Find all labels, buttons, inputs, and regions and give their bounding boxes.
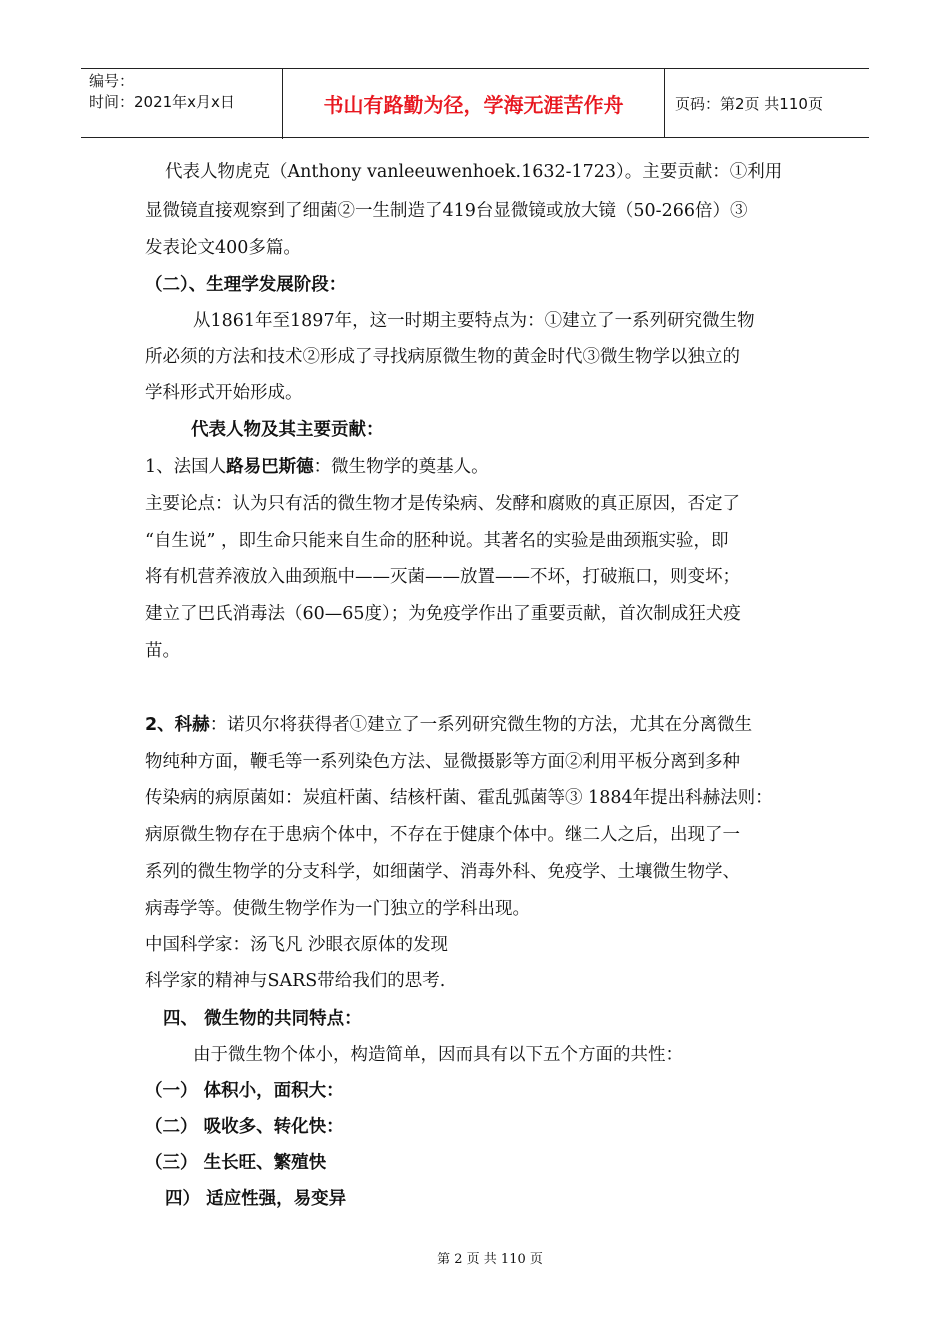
paragraph-line: 由于微生物个体小，构造简单，因而具有以下五个方面的共性： <box>193 1045 683 1065</box>
paragraph-line: 传染病的病原菌如：炭疽杆菌、结核杆菌、霍乱弧菌等③ 1884年提出科赫法则： <box>145 788 773 808</box>
document-header <box>81 68 869 138</box>
date-label: 时间：2021年x月x日 <box>89 93 235 111</box>
paragraph-line: 发表论文400多篇。 <box>145 238 301 258</box>
page-footer: 第 2 页 共 110 页 <box>437 1252 543 1267</box>
list-item-heading: （一） 体积小，面积大： <box>145 1081 344 1101</box>
section-heading: （二）、生理学发展阶段： <box>145 275 347 295</box>
paragraph-line: 科学家的精神与SARS带给我们的思考. <box>145 971 446 991</box>
number-label: 编号： <box>89 72 135 90</box>
header-meta <box>81 69 283 139</box>
person-name: 路易巴斯德 <box>226 457 314 477</box>
item-prefix: 1、法国人 <box>145 457 227 477</box>
header-page-label: 页码：第2页 共110页 <box>675 94 823 113</box>
paragraph-line: “自生说” ，即生命只能来自生命的胚种说。其著名的实验是曲颈瓶实验，即 <box>145 531 729 551</box>
paragraph-line: 病毒学等。使微生物学作为一门独立的学科出现。 <box>145 899 530 919</box>
paragraph-line <box>145 453 815 478</box>
item-text: ：诺贝尔将获得者①建立了一系列研究微生物的方法，尤其在分离微生 <box>209 715 753 735</box>
paragraph-line: 将有机营养液放入曲颈瓶中——灭菌——放置——不坏，打破瓶口，则变坏； <box>145 567 740 587</box>
paragraph-line: 代表人物虎克（Anthony vanleeuwenhoek.1632-1723）。主要贡献：①利用 <box>165 162 783 182</box>
paragraph-line: 病原微生物存在于患病个体中，不存在于健康个体中。继二人之后，出现了一 <box>145 825 740 845</box>
header-motto: 书山有路勤为径，学海无涯苦作舟 <box>283 69 665 137</box>
paragraph-line: 系列的微生物学的分支科学，如细菌学、消毒外科、免疫学、土壤微生物学、 <box>145 862 740 882</box>
paragraph-line: 主要论点：认为只有活的微生物才是传染病、发酵和腐败的真正原因，否定了 <box>145 494 740 514</box>
paragraph-line: 显微镜直接观察到了细菌②一生制造了419台显微镜或放大镜（50-266倍）③ <box>145 201 748 221</box>
paragraph-line <box>145 711 815 736</box>
list-item-heading: （二） 吸收多、转化快： <box>145 1117 344 1137</box>
list-item-heading: （三） 生长旺、繁殖快 <box>145 1153 327 1173</box>
paragraph-line: 建立了巴氏消毒法（60—65度）；为免疫学作出了重要贡献，首次制成狂犬疫 <box>145 604 741 624</box>
paragraph-line: 从1861年至1897年，这一时期主要特点为：①建立了一系列研究微生物 <box>193 311 755 331</box>
paragraph-line: 物纯种方面，鞭毛等一系列染色方法、显微摄影等方面②利用平板分离到多种 <box>145 752 740 772</box>
list-item-heading: 四） 适应性强，易变异 <box>165 1189 347 1209</box>
paragraph-line: 学科形式开始形成。 <box>145 383 303 403</box>
paragraph-line: 中国科学家：汤飞凡 沙眼衣原体的发现 <box>145 935 449 955</box>
subsection-heading: 代表人物及其主要贡献： <box>191 420 384 440</box>
person-name: 2、科赫 <box>145 715 210 735</box>
paragraph-line: 所必须的方法和技术②形成了寻找病原微生物的黄金时代③微生物学以独立的 <box>145 347 740 367</box>
item-text: ：微生物学的奠基人。 <box>313 457 489 477</box>
section-heading: 四、 微生物的共同特点： <box>163 1009 362 1029</box>
paragraph-line: 苗。 <box>145 641 180 661</box>
